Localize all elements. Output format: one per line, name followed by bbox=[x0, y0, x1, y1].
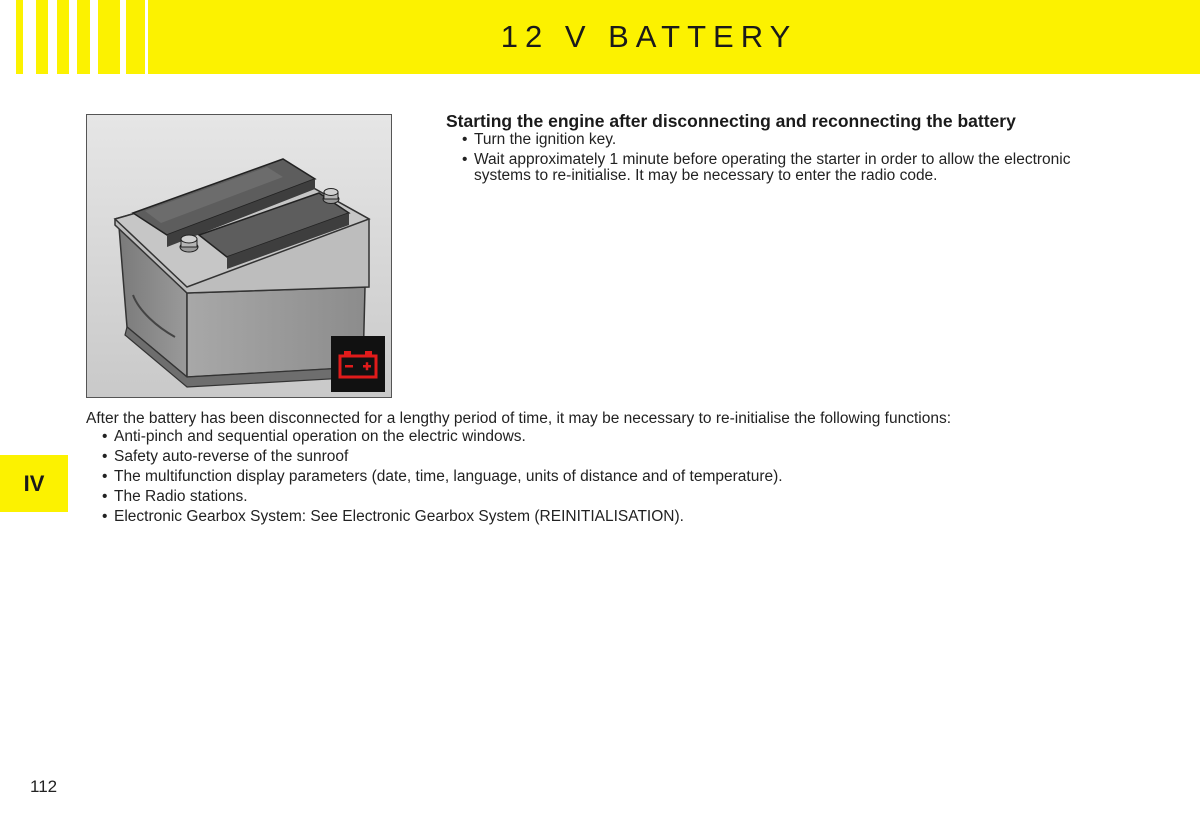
reinitialise-section bbox=[86, 410, 1136, 528]
list-item: • Turn the ignition key. bbox=[462, 132, 1126, 148]
title-bar bbox=[148, 0, 1200, 74]
list-item: • Anti-pinch and sequential operation on the electric windows. bbox=[102, 428, 1136, 445]
section-heading: Starting the engine after disconnecting and reconnecting the battery bbox=[446, 111, 1016, 131]
battery-warning-icon bbox=[331, 336, 385, 392]
header-stripe bbox=[98, 0, 120, 74]
page-title: 12 V BATTERY bbox=[500, 19, 798, 54]
list-item: • Wait approximately 1 minute before operating the starter in order to allow the electronic systems to re-initialise. It may be necessary to enter the radio code. bbox=[462, 152, 1126, 184]
chapter-tab: IV bbox=[0, 455, 68, 512]
list-item: • Safety auto-reverse of the sunroof bbox=[102, 448, 1136, 465]
page-number: 112 bbox=[30, 777, 58, 796]
starting-engine-section bbox=[446, 112, 1126, 188]
list-item: • Electronic Gearbox System: See Electronic Gearbox System (REINITIALISATION). bbox=[102, 508, 1136, 525]
section-bullet-list bbox=[446, 132, 1126, 184]
list-item: • The Radio stations. bbox=[102, 488, 1136, 505]
header-stripe bbox=[36, 0, 48, 74]
header-stripe bbox=[57, 0, 69, 74]
battery-illustration bbox=[86, 114, 392, 398]
list-item: • The multifunction display parameters (date, time, language, units of distance and of temperature). bbox=[102, 468, 1136, 485]
header-stripe bbox=[16, 0, 23, 74]
intro-paragraph: After the battery has been disconnected for a lengthy period of time, it may be necessary to re-initialise the following functions: bbox=[86, 410, 952, 427]
header-stripe bbox=[77, 0, 90, 74]
functions-list bbox=[86, 428, 1136, 525]
header-stripe bbox=[126, 0, 145, 74]
